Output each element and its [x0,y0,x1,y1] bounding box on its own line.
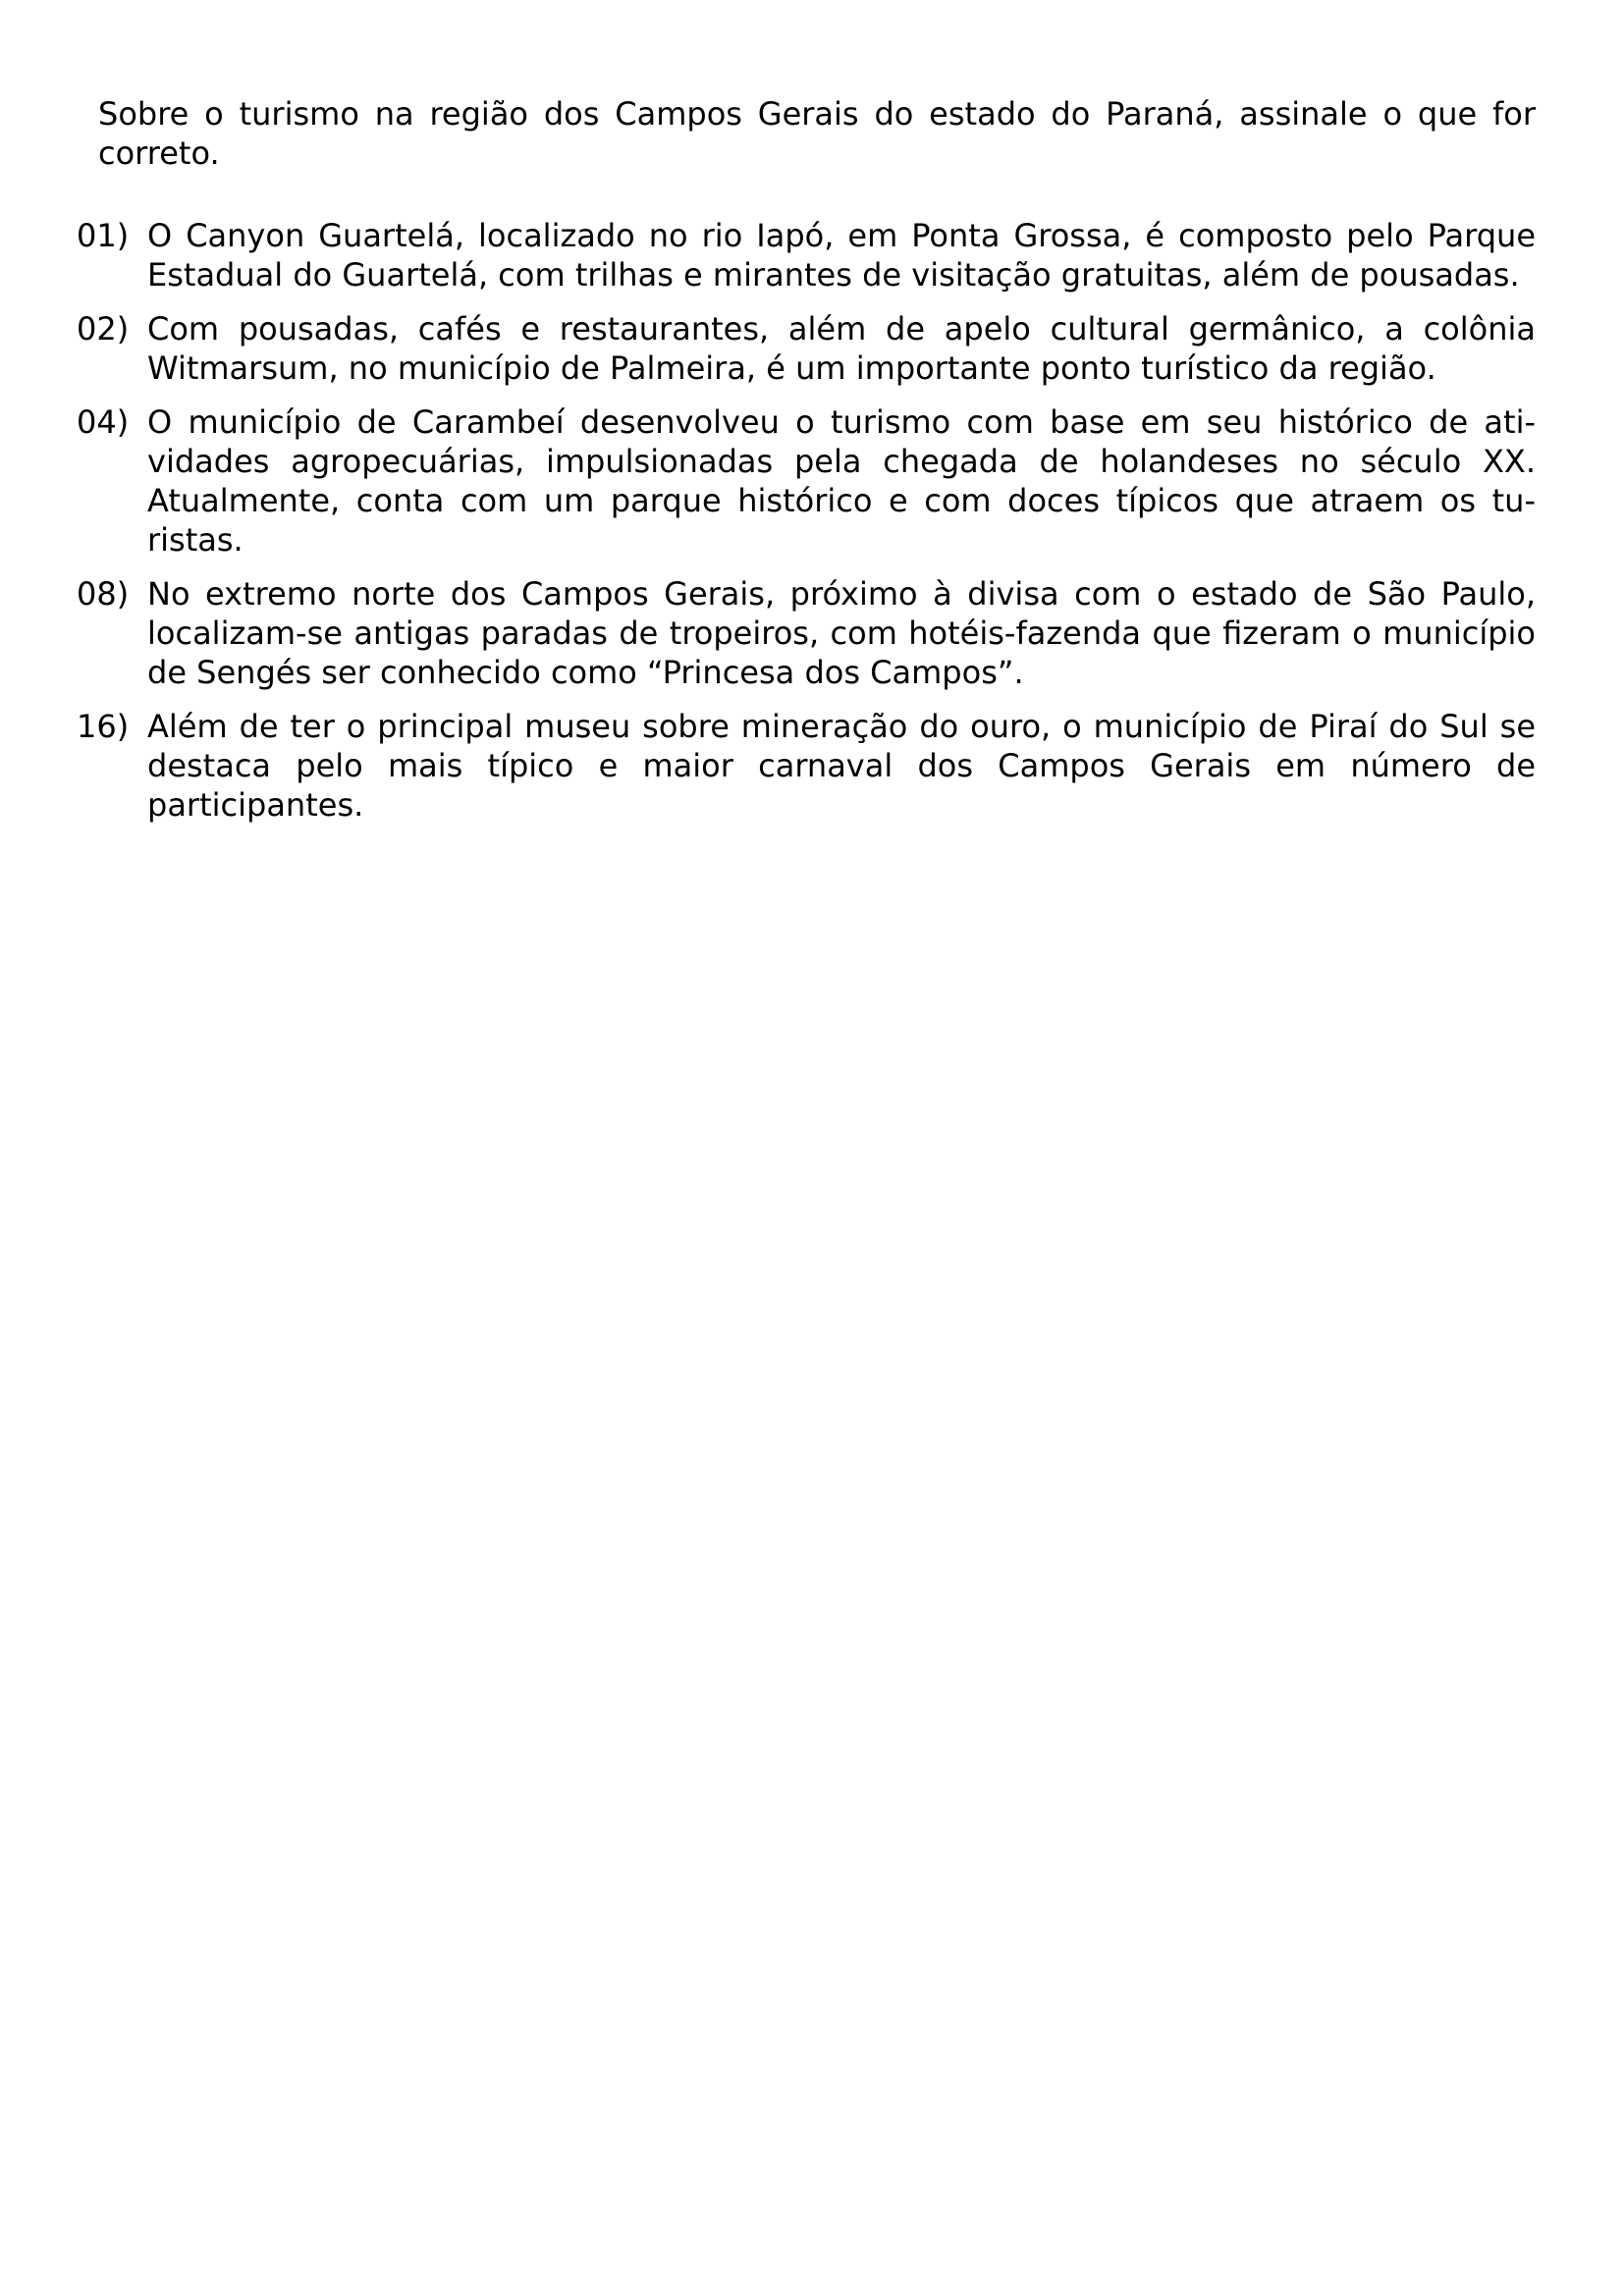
option-text: Com pousadas, cafés e restaurantes, além de apelo cultural germânico, a colônia Witmarsum, no município de Palmeira, é um importante ponto turístico da região. [147,310,1536,387]
answer-option-16 [77,707,1536,825]
answer-option-04 [77,402,1536,560]
option-text: Além de ter o principal museu sobre mineração do ouro, o município de Piraí do Sul se destaca pelo mais típico e maior carnaval dos Campos Gerais em número de participantes. [147,708,1536,824]
option-text: No extremo norte dos Campos Gerais, próximo à divisa com o estado de São Paulo, localizam-se antigas paradas de tropeiros, com hotéis-fazenda que fizeram o município de Sengés ser conhecido como “Princesa dos Campos”. [147,575,1536,691]
option-number: 01) [77,217,130,254]
answer-option-01 [77,216,1536,294]
option-text: O Canyon Guartelá, localizado no rio Iapó, em Ponta Grossa, é composto pelo Parque Estadual do Guartelá, com trilhas e mirantes de visitação gratuitas, além de pousadas. [147,217,1536,294]
option-number: 16) [77,708,130,745]
question-stem: Sobre o turismo na região dos Campos Gerais do estado do Paraná, assinale o que for correto. [98,95,1536,172]
answer-option-08 [77,574,1536,692]
answer-options-list [77,216,1536,839]
option-number: 04) [77,403,130,441]
answer-option-02 [77,309,1536,388]
question-stem-block [98,94,1536,212]
option-number: 08) [77,575,130,613]
option-number: 02) [77,310,130,347]
option-text: O município de Carambeí desenvolveu o turismo com base em seu histórico de atividades agropecuárias, impulsionadas pela chegada de holandeses no século XX. Atualmente, conta com um parque histórico e com doces típicos que atraem os turistas. [147,403,1536,559]
